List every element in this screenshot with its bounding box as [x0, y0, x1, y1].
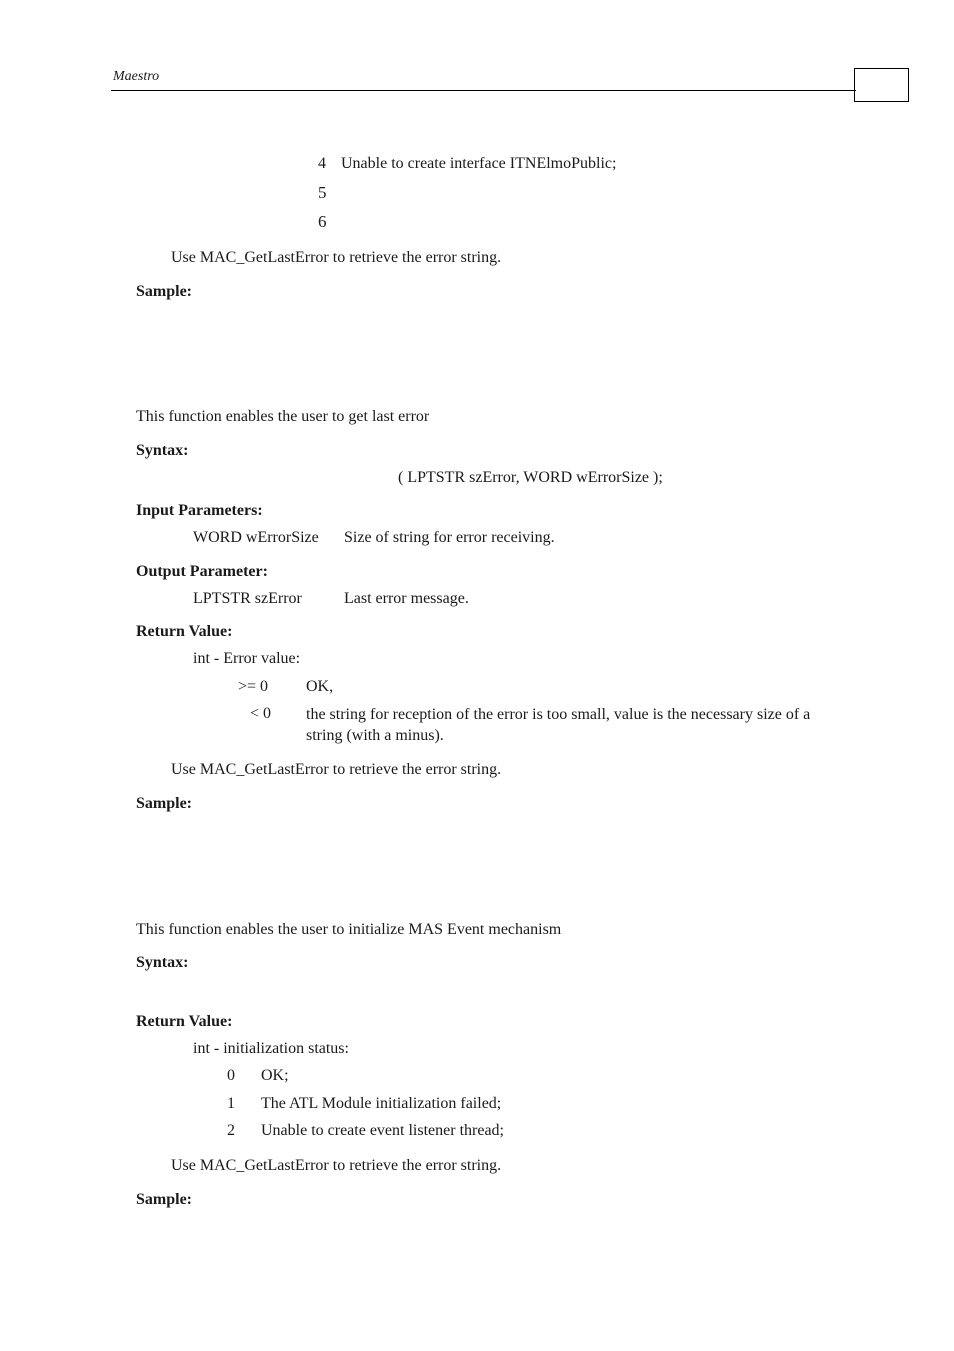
input-param-name: WORD wErrorSize — [193, 529, 319, 546]
page-number-box — [854, 68, 909, 102]
error-note: Use MAC_GetLastError to retrieve the error string. — [171, 1157, 502, 1174]
error-code-text: Unable to create interface ITNElmoPublic; — [341, 155, 617, 172]
syntax-signature: ( LPTSTR szError, WORD wErrorSize ); — [398, 469, 663, 486]
error-code: 4 — [318, 155, 326, 172]
return-code: >= 0 — [238, 678, 269, 695]
error-code: 6 — [318, 212, 327, 231]
sample-heading: Sample: — [136, 283, 192, 300]
function-description: This function enables the user to get last error — [136, 408, 430, 425]
return-code: 1 — [227, 1095, 235, 1112]
error-note: Use MAC_GetLastError to retrieve the error string. — [171, 249, 502, 266]
output-parameter-heading: Output Parameter: — [136, 563, 268, 580]
error-note: Use MAC_GetLastError to retrieve the error string. — [171, 761, 502, 778]
header-rule — [111, 90, 856, 91]
return-code-text: OK; — [261, 1067, 289, 1084]
sample-heading: Sample: — [136, 795, 192, 812]
syntax-heading: Syntax: — [136, 442, 189, 459]
return-code-text: the string for reception of the error is too small, value is the necessary size of a string (with a minus). — [306, 706, 811, 744]
return-code: 2 — [227, 1122, 235, 1139]
return-code-text: Unable to create event listener thread; — [261, 1122, 504, 1139]
return-code-text: OK, — [306, 678, 334, 695]
return-value-heading: Return Value: — [136, 623, 233, 640]
function-description: This function enables the user to initialize MAS Event mechanism — [136, 921, 562, 938]
error-code: 5 — [318, 183, 327, 202]
syntax-heading: Syntax: — [136, 954, 189, 971]
input-param-desc: Size of string for error receiving. — [344, 529, 555, 546]
return-value-heading: Return Value: — [136, 1013, 233, 1030]
input-parameters-heading: Input Parameters: — [136, 502, 263, 519]
return-intro: int - initialization status: — [193, 1040, 349, 1057]
sample-heading: Sample: — [136, 1191, 192, 1208]
running-header-title: Maestro — [113, 69, 160, 84]
output-param-name: LPTSTR szError — [193, 590, 302, 607]
return-intro: int - Error value: — [193, 650, 301, 667]
return-code: < 0 — [250, 705, 272, 722]
return-code-text: The ATL Module initialization failed; — [261, 1095, 502, 1112]
return-code: 0 — [227, 1067, 235, 1084]
output-param-desc: Last error message. — [344, 590, 469, 607]
